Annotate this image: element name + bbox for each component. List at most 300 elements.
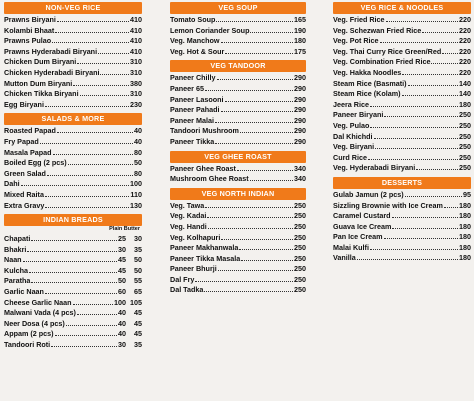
menu-item (170, 46, 306, 57)
item-price: 220 (459, 15, 471, 24)
menu-item (333, 200, 471, 211)
dot-leader (357, 252, 458, 260)
item-name: Veg. Hakka Noodles (333, 67, 402, 77)
menu-item (4, 168, 142, 179)
item-price: 340 (294, 174, 306, 184)
dot-leader (31, 275, 117, 283)
item-price: 45 (118, 255, 126, 265)
item-name: Green Salad (4, 168, 46, 178)
item-name: Naan (4, 255, 22, 265)
menu-item (333, 88, 471, 99)
item-price: 180 (459, 200, 471, 210)
dot-leader (216, 14, 293, 22)
dot-leader (221, 35, 293, 43)
item-name: Paneer Makhanwala (170, 243, 239, 253)
item-price: 175 (294, 46, 306, 56)
dot-leader (444, 200, 458, 208)
menu-column-3 (333, 0, 471, 263)
item-price: 40 (118, 318, 126, 328)
menu-item (170, 253, 306, 264)
item-price-butter: 35 (134, 244, 142, 254)
item-name: Pan Ice Cream (333, 232, 383, 242)
menu-item (4, 275, 142, 286)
dot-leader (55, 328, 117, 336)
dot-leader (45, 189, 129, 197)
item-price: 250 (459, 120, 471, 130)
dot-leader (66, 318, 117, 326)
item-price: 250 (294, 253, 306, 263)
item-name: Veg. Manchow (170, 36, 220, 46)
item-price: 310 (130, 89, 142, 99)
section-header: VEG NORTH INDIAN (170, 188, 306, 200)
menu-item (170, 232, 306, 243)
dot-leader (370, 99, 458, 107)
item-price-butter: 50 (134, 255, 142, 265)
item-price: 190 (294, 25, 306, 35)
menu-item (4, 67, 142, 78)
item-price: 25 (118, 234, 126, 244)
item-price: 380 (130, 78, 142, 88)
item-name: Cheese Garlic Naan (4, 297, 72, 307)
item-name: Masala Papad (4, 147, 52, 157)
menu-section (170, 151, 306, 184)
item-price: 250 (459, 152, 471, 162)
menu-item (170, 210, 306, 221)
item-price: 310 (130, 67, 142, 77)
menu-item (333, 162, 471, 173)
item-name: Veg. Biryani (333, 142, 375, 152)
item-price-butter: 65 (134, 287, 142, 297)
dot-leader (215, 115, 293, 123)
item-name: Garlic Naan (4, 287, 44, 297)
item-price: 250 (294, 211, 306, 221)
item-name: Malai Kulfi (333, 242, 369, 252)
menu-item (170, 25, 306, 36)
section-header: VEG TANDOOR (170, 60, 306, 72)
dot-leader (47, 168, 133, 176)
item-price: 180 (459, 211, 471, 221)
item-name: Dal Fry (170, 274, 195, 284)
item-price: 180 (459, 253, 471, 263)
dot-leader (370, 242, 458, 250)
item-price: 410 (130, 15, 142, 24)
item-price: 250 (459, 110, 471, 120)
dot-leader (416, 162, 458, 170)
menu-item (4, 14, 142, 25)
dot-leader (52, 35, 129, 43)
dot-leader (205, 83, 293, 91)
dot-leader (207, 210, 293, 218)
dot-leader (68, 157, 133, 165)
menu-item (170, 263, 306, 274)
item-name: Veg. Fried Rice (333, 15, 385, 24)
item-price: 45 (118, 265, 126, 275)
item-price: 250 (294, 200, 306, 210)
dot-leader (100, 67, 129, 75)
item-price: 40 (134, 126, 142, 136)
dot-leader (402, 88, 458, 96)
item-name: Paneer Ghee Roast (170, 163, 236, 173)
item-price: 250 (294, 285, 306, 295)
menu-item (4, 233, 142, 244)
item-price: 30 (118, 340, 126, 350)
item-name: Veg. Thai Curry Rice Green/Red (333, 46, 442, 56)
menu-section (4, 113, 142, 210)
menu-section (170, 188, 306, 295)
item-name: Paneer Chilly (170, 73, 216, 83)
item-price: 410 (130, 25, 142, 35)
menu-item (333, 109, 471, 120)
item-name: Boiled Egg (2 pcs) (4, 158, 67, 168)
menu-column-1 (4, 0, 142, 350)
menu-item (333, 78, 471, 89)
item-name: Prawns Biryani (4, 15, 56, 24)
dot-leader (239, 242, 293, 250)
dot-leader (57, 14, 129, 22)
menu-item (333, 189, 471, 200)
item-price: 180 (294, 36, 306, 46)
item-price: 410 (130, 46, 142, 56)
dot-leader (221, 104, 293, 112)
dot-leader (442, 46, 458, 54)
item-price: 60 (118, 287, 126, 297)
menu-item (170, 163, 306, 174)
item-name: Steam Rice (Kolam) (333, 89, 401, 99)
item-name: Guava Ice Cream (333, 221, 392, 231)
section-header: DESSERTS (333, 177, 471, 189)
dot-leader (422, 25, 458, 33)
item-name: Mixed Raita (4, 189, 44, 199)
dot-leader (51, 339, 117, 347)
menu-item (170, 104, 306, 115)
menu-item (4, 297, 142, 308)
item-name: Mutton Dum Biryani (4, 78, 73, 88)
item-name: Chicken Tikka Biryani (4, 89, 79, 99)
menu-section (333, 2, 471, 173)
item-name: Paneer Lasooni (170, 94, 224, 104)
item-name: Chapati (4, 234, 31, 244)
menu-item (4, 99, 142, 110)
item-price: 250 (294, 264, 306, 274)
menu-item (170, 14, 306, 25)
menu-item (170, 242, 306, 253)
item-name: Curd Rice (333, 152, 367, 162)
item-name: Veg. Handi (170, 221, 207, 231)
menu-item (170, 173, 306, 184)
item-name: Lemon Coriander Soup (170, 25, 250, 35)
dot-leader (77, 56, 129, 64)
item-price-butter: 55 (134, 276, 142, 286)
dot-leader (402, 67, 458, 75)
menu-item (4, 244, 142, 255)
dot-leader (29, 265, 117, 273)
menu-item (4, 88, 142, 99)
item-name: Tandoori Roti (4, 340, 51, 350)
menu-column-2 (170, 0, 306, 295)
menu-item (170, 221, 306, 232)
item-price: 290 (294, 105, 306, 115)
dot-leader (57, 125, 133, 133)
item-price: 130 (130, 200, 142, 210)
item-price: 100 (130, 179, 142, 189)
item-name: Veg. Kolhapuri (170, 232, 221, 242)
menu-item (170, 274, 306, 285)
item-name: Dahi (4, 179, 20, 189)
item-price-butter: 45 (134, 318, 142, 328)
dot-leader (217, 72, 293, 80)
item-price: 290 (294, 94, 306, 104)
item-name: Fry Papad (4, 136, 39, 146)
item-price: 40 (134, 136, 142, 146)
menu-item (170, 72, 306, 83)
menu-item (333, 67, 471, 78)
dot-leader (225, 46, 293, 54)
item-name: Veg. Tawa (170, 200, 205, 210)
item-name: Paneer Tikka (170, 136, 215, 146)
dot-leader (408, 78, 459, 86)
menu-item (333, 35, 471, 46)
dot-leader (77, 307, 117, 315)
dot-leader (405, 189, 462, 197)
menu-item (4, 286, 142, 297)
section-header: VEG GHEE ROAST (170, 151, 306, 163)
item-price: 180 (459, 242, 471, 252)
menu-item (170, 83, 306, 94)
dot-leader (208, 221, 293, 229)
menu-item (333, 131, 471, 142)
menu-section (170, 60, 306, 146)
menu-section (333, 177, 471, 263)
menu-item (333, 210, 471, 221)
section-header: NON-VEG RICE (4, 2, 142, 14)
menu-item (170, 125, 306, 136)
menu-item (4, 200, 142, 211)
dot-leader (45, 200, 129, 208)
item-name: Kolambi Bhaat (4, 25, 55, 35)
item-name: Appam (2 pcs) (4, 329, 54, 339)
item-name: Paneer 65 (170, 83, 204, 93)
dot-leader (80, 88, 129, 96)
dot-leader (205, 200, 293, 208)
dot-leader (27, 244, 117, 252)
menu-item (333, 231, 471, 242)
menu-item (333, 46, 471, 57)
item-price: 250 (459, 163, 471, 173)
menu-item (333, 99, 471, 110)
item-price: 140 (459, 78, 471, 88)
item-price: 180 (459, 232, 471, 242)
dot-leader (384, 109, 458, 117)
item-name: Tomato Soup (170, 15, 216, 24)
item-price-butter: 35 (134, 340, 142, 350)
menu-item (333, 14, 471, 25)
dot-leader (45, 286, 117, 294)
dot-leader (31, 233, 117, 241)
dot-leader (55, 25, 129, 33)
item-price: 40 (118, 308, 126, 318)
item-price: 290 (294, 115, 306, 125)
menu-item (4, 265, 142, 276)
dot-leader (380, 35, 458, 43)
dot-leader (204, 284, 293, 292)
menu-item (170, 200, 306, 211)
menu-item (333, 152, 471, 163)
menu-item (4, 56, 142, 67)
dot-leader (45, 99, 129, 107)
menu-item (4, 318, 142, 329)
section-header: INDIAN BREADS (4, 214, 142, 226)
menu-item (170, 115, 306, 126)
menu-section (4, 2, 142, 109)
item-name: Kulcha (4, 265, 28, 275)
item-price: 290 (294, 73, 306, 83)
dot-leader (240, 125, 293, 133)
item-name: Prawns Hyderabadi Biryani (4, 46, 98, 56)
item-price: 30 (118, 244, 126, 254)
item-price: 220 (459, 46, 471, 56)
item-price: 80 (134, 147, 142, 157)
item-name: Veg. Schezwan Fried Rice (333, 25, 422, 35)
item-price: 110 (130, 189, 142, 199)
menu-item (4, 78, 142, 89)
item-name: Dal Khichdi (333, 131, 373, 141)
item-price: 50 (134, 158, 142, 168)
item-name: Mushroom Ghee Roast (170, 174, 249, 184)
item-price: 220 (459, 36, 471, 46)
item-price: 80 (134, 168, 142, 178)
dot-leader (21, 178, 129, 186)
menu-item (4, 307, 142, 318)
menu-item (4, 339, 142, 350)
item-name: Sizzling Brownie with Ice Cream (333, 200, 443, 210)
menu-item (4, 46, 142, 57)
dot-leader (73, 78, 129, 86)
section-header: VEG SOUP (170, 2, 306, 14)
menu-item (333, 25, 471, 36)
item-name: Paneer Biryani (333, 110, 384, 120)
item-price: 40 (118, 329, 126, 339)
item-name: Roasted Papad (4, 126, 56, 136)
item-name: Bhakri (4, 244, 27, 254)
item-price: 250 (294, 243, 306, 253)
item-price: 310 (130, 57, 142, 67)
item-price: 220 (459, 25, 471, 35)
item-name: Paratha (4, 276, 31, 286)
menu-item (170, 284, 306, 295)
dot-leader (225, 94, 293, 102)
menu-item (4, 35, 142, 46)
item-price: 165 (294, 15, 306, 24)
item-name: Paneer Bhurji (170, 264, 217, 274)
item-price: 95 (463, 189, 471, 199)
item-price: 180 (459, 99, 471, 109)
dot-leader (73, 297, 113, 305)
item-price-butter: 45 (134, 308, 142, 318)
menu-item (4, 178, 142, 189)
dot-leader (392, 221, 458, 229)
dot-leader (98, 46, 129, 54)
dot-leader (375, 141, 458, 149)
item-price: 250 (459, 131, 471, 141)
item-name: Caramel Custard (333, 211, 391, 221)
menu-section (170, 2, 306, 56)
dot-leader (392, 210, 458, 218)
dot-leader (237, 163, 293, 171)
item-name: Veg. Kadai (170, 211, 207, 221)
menu-item (333, 56, 471, 67)
menu-item (170, 35, 306, 46)
menu-item (4, 254, 142, 265)
dot-leader (23, 254, 117, 262)
item-price-butter: 50 (134, 265, 142, 275)
item-name: Malwani Vada (4 pcs) (4, 308, 76, 318)
dot-leader (241, 253, 293, 261)
item-price: 290 (294, 83, 306, 93)
item-name: Prawns Pulao (4, 36, 52, 46)
item-price: 230 (130, 99, 142, 109)
item-price-butter: 105 (130, 297, 142, 307)
menu-item (4, 147, 142, 158)
price-column-header: Plain Butter (109, 226, 140, 233)
dot-leader (368, 152, 458, 160)
dot-leader (250, 173, 293, 181)
menu-item (4, 157, 142, 168)
dot-leader (218, 263, 293, 271)
menu-item (170, 136, 306, 147)
dot-leader (384, 231, 458, 239)
menu-item (4, 25, 142, 36)
item-name: Dal Tadka (170, 285, 204, 295)
item-price: 100 (114, 297, 126, 307)
dot-leader (221, 232, 293, 240)
dot-leader (386, 14, 458, 22)
item-price: 50 (118, 276, 126, 286)
item-price-butter: 30 (134, 234, 142, 244)
item-name: Paneer Tikka Masala (170, 253, 241, 263)
menu-item (333, 252, 471, 263)
item-price: 290 (294, 126, 306, 136)
section-header: VEG RICE & NOODLES (333, 2, 471, 14)
item-price: 410 (130, 36, 142, 46)
dot-leader (215, 136, 293, 144)
dot-leader (374, 131, 458, 139)
item-name: Vanilla (333, 253, 356, 263)
menu-item (333, 120, 471, 131)
item-price: 140 (459, 89, 471, 99)
item-price: 220 (459, 57, 471, 67)
item-name: Veg. Hyderabadi Biryani (333, 163, 416, 173)
item-price: 340 (294, 163, 306, 173)
item-name: Veg. Pulao (333, 120, 370, 130)
dot-leader (53, 147, 133, 155)
dot-leader (195, 274, 293, 282)
menu-item (4, 328, 142, 339)
menu-item (170, 94, 306, 105)
dot-leader (40, 136, 133, 144)
item-name: Tandoori Mushroom (170, 126, 239, 136)
item-name: Egg Biryani (4, 99, 44, 109)
dot-leader (370, 120, 458, 128)
item-price-butter: 45 (134, 329, 142, 339)
item-name: Veg. Pot Rice (333, 36, 379, 46)
item-name: Chicken Dum Biryani (4, 57, 77, 67)
item-name: Paneer Malai (170, 115, 214, 125)
dot-leader (250, 25, 293, 33)
menu-item (333, 221, 471, 232)
menu-item (333, 242, 471, 253)
item-price: 250 (294, 232, 306, 242)
item-price: 220 (459, 67, 471, 77)
